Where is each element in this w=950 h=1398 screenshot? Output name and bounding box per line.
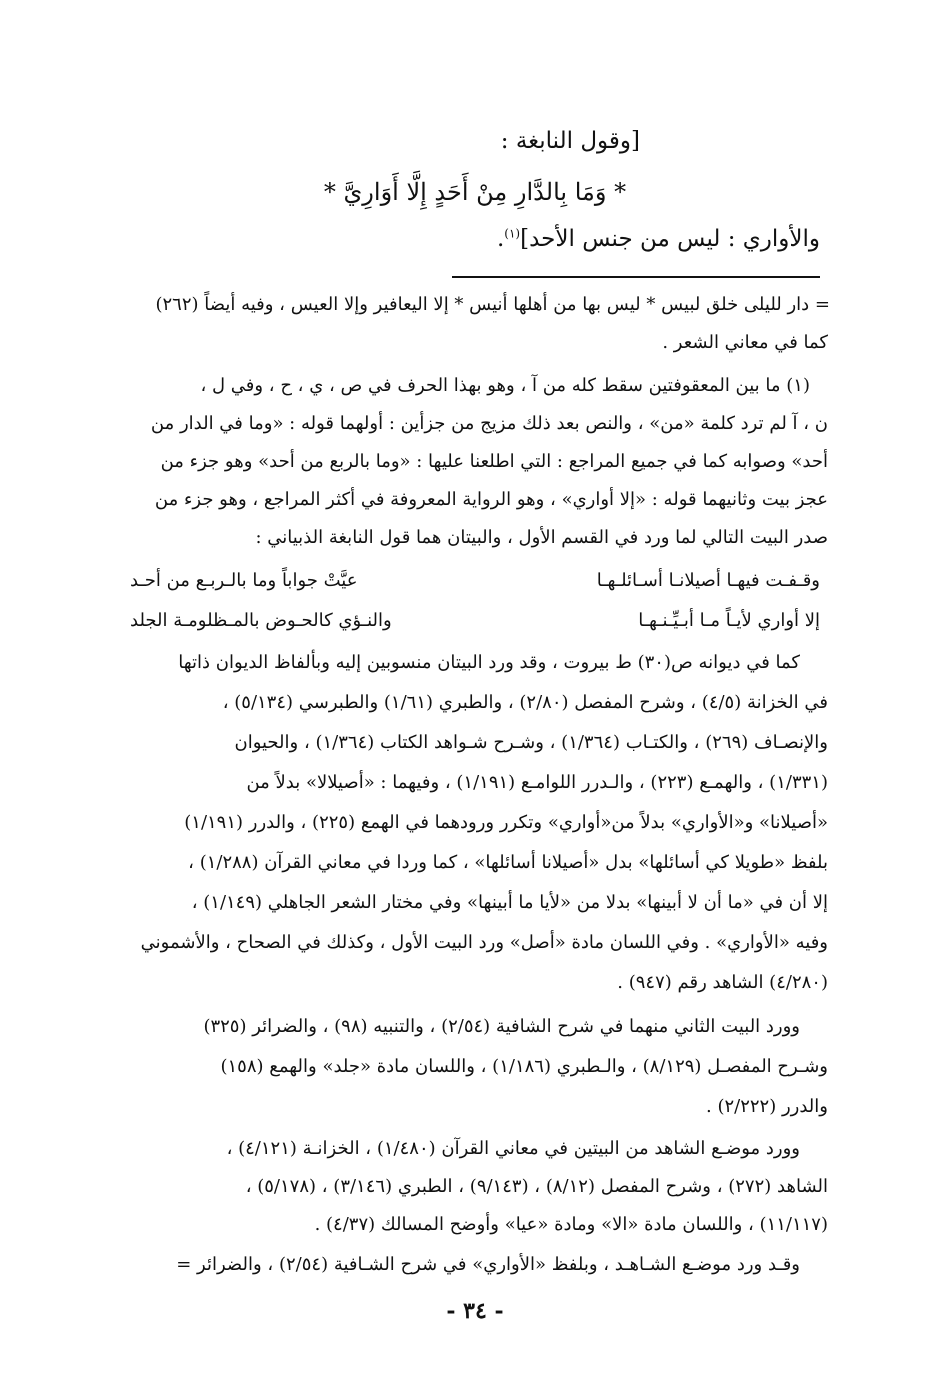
footnote-1-line: «أصيلانا» و«الأواري» بدلاً من«أواري» وتكرر ورودهما في الهمع (٢٢٥) ، والدرر (١/١٩١) [184,812,828,833]
footnote-1-line: عجز بيت وثانيهما قوله : «إلا أواري» ، وهو الرواية المعروفة في أكثر المراجع ، وهو جزء من [154,489,828,510]
explain-end: . [496,226,505,252]
footnote-1-line: (١) ما بين المعقوفتين سقط كله من آ ، وهو بهذا الحرف في ص ، ي ، ح ، وفي ل ، [200,375,810,396]
footnote-continuation-line: كما في معاني الشعر . [662,332,828,353]
footnote-1-line: ن ، آ لم ترد كلمة «من» ، والنص بعد ذلك مزيج من جزأين : أولهما قوله : «وما في الدار من [150,413,828,434]
footnote-1-line: وورد موضـع الشاهد من البيتين في معاني القرآن (١/٤٨٠) ، الخزانـة (٤/١٢١) ، [226,1138,800,1159]
poem-verse-1 [130,570,820,591]
footnote-1-line: والدرر (٢/٢٢٢) . [706,1096,828,1117]
footnote-1-line: في الخزانة (٤/٥) ، وشرح المفصل (٢/٨٠) ، والطبري (١/٦١) والطبرسي (٥/١٣٤) ، [222,692,828,713]
footnote-1-line: إلا أن في «ما أن لا أبينها» بدلا من «لأيا ما أبينها» وفي مختار الشعر الجاهلي (١/١٤٩) ، [191,892,828,913]
footnote-1-line: وقـد ورد موضـع الشـاهـد ، وبلفظ «الأواري» في شرح الشـافية (٢/٥٤) ، والضرائر = [176,1254,800,1275]
poem-hemistich: إلا أواري لأيـاً مـا أبـيِّـنـهـا [638,610,820,631]
footnote-1-line: بلفظ «طويلا كي أسائلها» بدل «أصيلانا أسائلها» ، كما وردا في معاني القرآن (١/٢٨٨) ، [188,852,828,873]
footnote-ref-1[interactable]: (١) [504,226,521,241]
poem-hemistich: وقـفـت فيهـا أصيلانـا أسـائلـهـا [596,570,820,591]
intro-line: [وقول النابغة : [500,128,640,154]
explain-line [497,226,820,252]
footnote-continuation-line: = دار لليلى خلق لبيس * ليس بها من أهلها أنيس * إلا اليعافير وإلا العيس ، وفيه أيضاً (٢٦٢) [155,294,830,315]
footnote-1-line: صدر البيت التالي لما ورد في القسم الأول ، والبيتان هما قول النابغة الذبياني : [255,527,828,548]
footnote-1-line: كما في ديوانه ص(٣٠) ط بيروت ، وقد ورد البيتان منسوبين إليه وبألفاظ الديوان ذاتها [178,652,800,673]
poem-hemistich: والنـؤي كالحـوض بالمـظلومـة الجلد [130,610,392,631]
footnote-1-line: (٤/٢٨٠) الشاهد رقم (٩٤٧) . [617,972,828,993]
page-number: - ٣٤ - [446,1298,504,1324]
poem-hemistich: عيَّتْ جواباً وما بالـربـع من أحـد [130,570,358,591]
footnote-1-line: وشـرح المفصـل (٨/١٢٩) ، والـطبري (١/١٨٦) ، واللسان مادة «جلد» والهمع (١٥٨) [220,1056,828,1077]
footnote-1-line: (١١/١١٧) ، واللسان مادة «الا» ومادة «عيا» وأوضح المسالك (٤/٣٧) . [314,1214,828,1235]
verse-line: * وَمَا بِالدَّارِ مِنْ أَحَدٍ إِلَّا أَوَارِيَّ * [323,178,627,206]
footnote-1-line: أحد» وصوابه كما في جميع المراجع : التي اطلعنا عليها : «وما بالربع من أحد» وهو جزء من [160,451,828,472]
footnote-1-line: الشاهد (٢٧٢) ، وشرح المفصل (٨/١٢) ، (٩/١٤٣) ، الطبري (٣/١٤٦) ، (٥/١٧٨) ، [245,1176,828,1197]
footnote-1-line: (١/٣٣١) ، والهمـع (٢٢٣) ، والـدرر اللوامـع (١/١٩١) ، وفيهما : «أصيلالا» بدلاً من [246,772,828,793]
explain-text: والأواري : ليس من جنس الأحد] [520,226,820,252]
footnote-1-line: وفيه «الأواري» . وفي اللسان مادة «أصل» ورد البيت الأول ، وكذلك في الصحاح ، والأشموني [140,932,828,953]
poem-verse-2 [130,610,820,631]
footnote-1-line: وورد البيت الثاني منهما في شرح الشافية (٢/٥٤) ، والتنبيه (٩٨) ، والضرائر (٣٢٥) [203,1016,800,1037]
footnote-1-line: والإنصـاف (٢٦٩) ، والكتـاب (١/٣٦٤) ، وشـرح شـواهد الكتاب (١/٣٦٤) ، والحيوان [234,732,828,753]
footnote-separator [452,276,820,278]
